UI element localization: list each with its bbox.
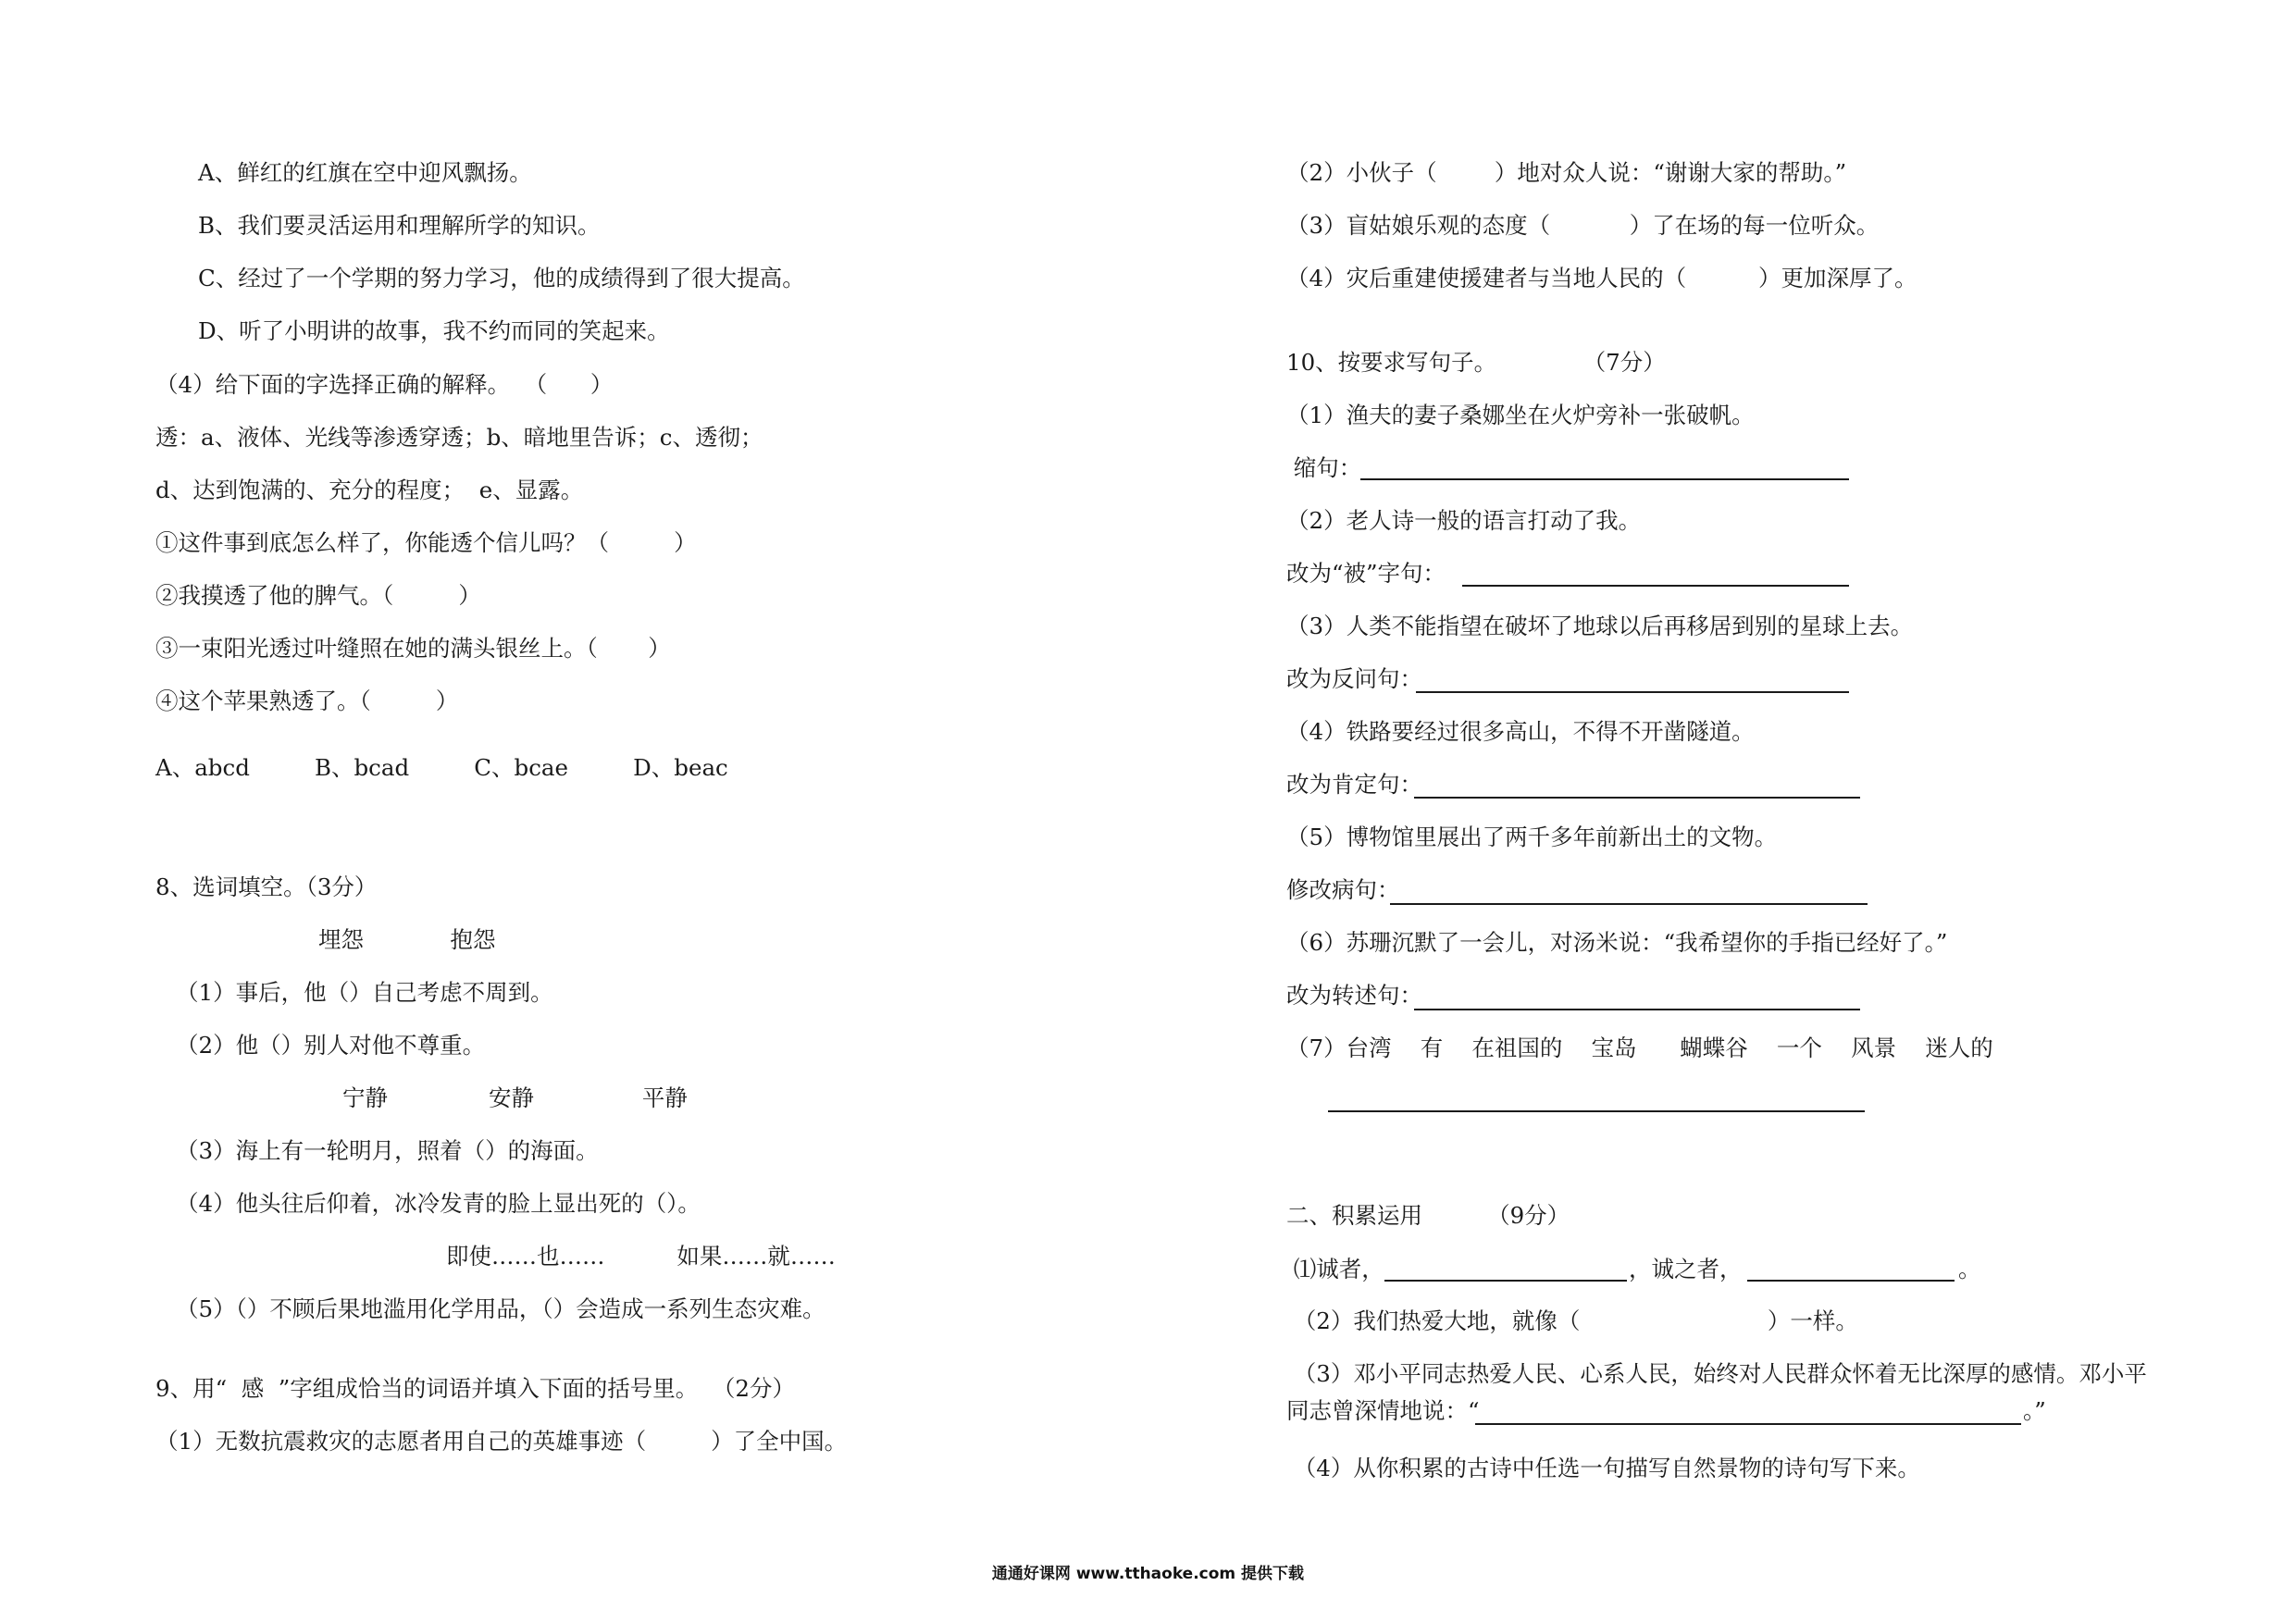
section-2-title: 二、积累运用 （9分） <box>1286 1202 1570 1229</box>
answer-blank-3[interactable] <box>1475 1423 2021 1425</box>
answer-line-1[interactable] <box>1360 478 1849 480</box>
item-1-suffix: 。 <box>1958 1256 1981 1282</box>
q10-label-5: 修改病句： <box>1286 876 1400 903</box>
answer-line-6[interactable] <box>1414 1009 1860 1010</box>
q7-4-definitions-1: 透：a、液体、光线等渗透穿透；b、暗地里告诉；c、透彻； <box>155 424 763 451</box>
q9-title: 9、用“ 感 ”字组成恰当的词语并填入下面的括号里。 （2分） <box>155 1375 795 1402</box>
answer-line-5[interactable] <box>1390 903 1868 905</box>
q8-item-5: （5）（）不顾后果地滥用化学用品，（）会造成一系列生态灾难。 <box>176 1295 825 1322</box>
footer-credit: 通通好课网 www.tthaoke.com 提供下载 <box>991 1565 1305 1583</box>
q10-label-3: 改为反问句： <box>1286 665 1422 692</box>
q9-item-3: （3）盲姑娘乐观的态度（ ）了在场的每一位听众。 <box>1286 212 1880 239</box>
q8-word-bank-1: 埋怨 抱怨 <box>318 926 496 953</box>
item-3-line-2: 同志曾深情地说：“ <box>1286 1397 1480 1424</box>
item-3-suffix: 。” <box>2023 1397 2046 1424</box>
q10-sentence-1: （1）渔夫的妻子桑娜坐在火炉旁补一张破帆。 <box>1286 402 1755 428</box>
q8-word-bank-2: 宁静 安静 平静 <box>342 1084 688 1111</box>
q8-title: 8、选词填空。（3分） <box>155 873 378 900</box>
q10-label-4: 改为肯定句： <box>1286 771 1422 798</box>
item-1-prefix: ⑴诚者， <box>1286 1256 1384 1282</box>
answer-line-4[interactable] <box>1414 797 1860 799</box>
q7-option-d: D、听了小明讲的故事，我不约而同的笑起来。 <box>198 317 670 344</box>
q10-label-1: 缩句： <box>1286 454 1362 481</box>
q9-item-4: （4）灾后重建使援建者与当地人民的（ ）更加深厚了。 <box>1286 265 1917 291</box>
q10-sentence-2: （2）老人诗一般的语言打动了我。 <box>1286 507 1642 534</box>
answer-line-2[interactable] <box>1462 585 1849 587</box>
q7-4-sentence-3: ③一束阳光透过叶缝照在她的满头银丝上。（ ） <box>155 635 671 662</box>
q7-option-c: C、经过了一个学期的努力学习，他的成绩得到了很大提高。 <box>198 265 805 291</box>
q7-4-sentence-1: ①这件事到底怎么样了，你能透个信儿吗？（ ） <box>155 529 697 556</box>
q7-4-sentence-4: ④这个苹果熟透了。（ ） <box>155 688 459 714</box>
q10-sentence-3: （3）人类不能指望在破坏了地球以后再移居到别的星球上去。 <box>1286 613 1914 639</box>
q8-item-2: （2）他（）别人对他不尊重。 <box>176 1032 486 1059</box>
q10-sentence-7: （7）台湾 有 在祖国的 宝岛 蝴蝶谷 一个 风景 迷人的 <box>1286 1035 1993 1061</box>
q10-sentence-4: （4）铁路要经过很多高山，不得不开凿隧道。 <box>1286 718 1755 745</box>
q10-label-2: 改为“被”字句： <box>1286 560 1446 587</box>
answer-blank-1b[interactable] <box>1747 1280 1955 1282</box>
q7-4-prompt: （4）给下面的字选择正确的解释。 （ ） <box>155 371 614 398</box>
answer-line-3[interactable] <box>1416 691 1849 693</box>
q10-sentence-6: （6）苏珊沉默了一会儿，对汤米说：“我希望你的手指已经好了。” <box>1286 929 1948 956</box>
answer-blank-1a[interactable] <box>1384 1280 1627 1282</box>
q8-item-4: （4）他头往后仰着，冰冷发青的脸上显出死的（）。 <box>176 1190 701 1217</box>
q10-sentence-5: （5）博物馆里展出了两千多年前新出土的文物。 <box>1286 824 1778 850</box>
q7-option-a: A、鲜红的红旗在空中迎风飘扬。 <box>198 159 532 186</box>
q8-item-1: （1）事后，他（）自己考虑不周到。 <box>176 979 553 1006</box>
item-4: （4）从你积累的古诗中任选一句描写自然景物的诗句写下来。 <box>1286 1455 1920 1481</box>
item-2: （2）我们热爱大地，就像（ ）一样。 <box>1286 1307 1858 1334</box>
q7-4-choices: A、abcd B、bcad C、bcae D、beac <box>155 754 728 781</box>
item-1-middle: ，诚之者， <box>1629 1256 1743 1282</box>
q9-item-2: （2）小伙子（ ）地对众人说：“谢谢大家的帮助。” <box>1286 159 1847 186</box>
q7-option-b: B、我们要灵活运用和理解所学的知识。 <box>198 212 601 239</box>
q7-4-sentence-2: ②我摸透了他的脾气。（ ） <box>155 582 481 609</box>
item-3-line-1: （3）邓小平同志热爱人民、心系人民，始终对人民群众怀着无比深厚的感情。邓小平 <box>1286 1360 2147 1387</box>
answer-line-7[interactable] <box>1328 1110 1865 1112</box>
q9-item-1: （1）无数抗震救灾的志愿者用自己的英雄事迹（ ）了全中国。 <box>155 1428 848 1455</box>
q8-item-3: （3）海上有一轮明月，照着（）的海面。 <box>176 1137 599 1164</box>
q7-4-definitions-2: d、达到饱满的、充分的程度； e、显露。 <box>155 477 584 503</box>
q10-title: 10、按要求写句子。 （7分） <box>1286 349 1666 376</box>
q8-word-bank-3: 即使……也…… 如果……就…… <box>446 1243 836 1270</box>
q10-label-6: 改为转述句： <box>1286 982 1422 1009</box>
